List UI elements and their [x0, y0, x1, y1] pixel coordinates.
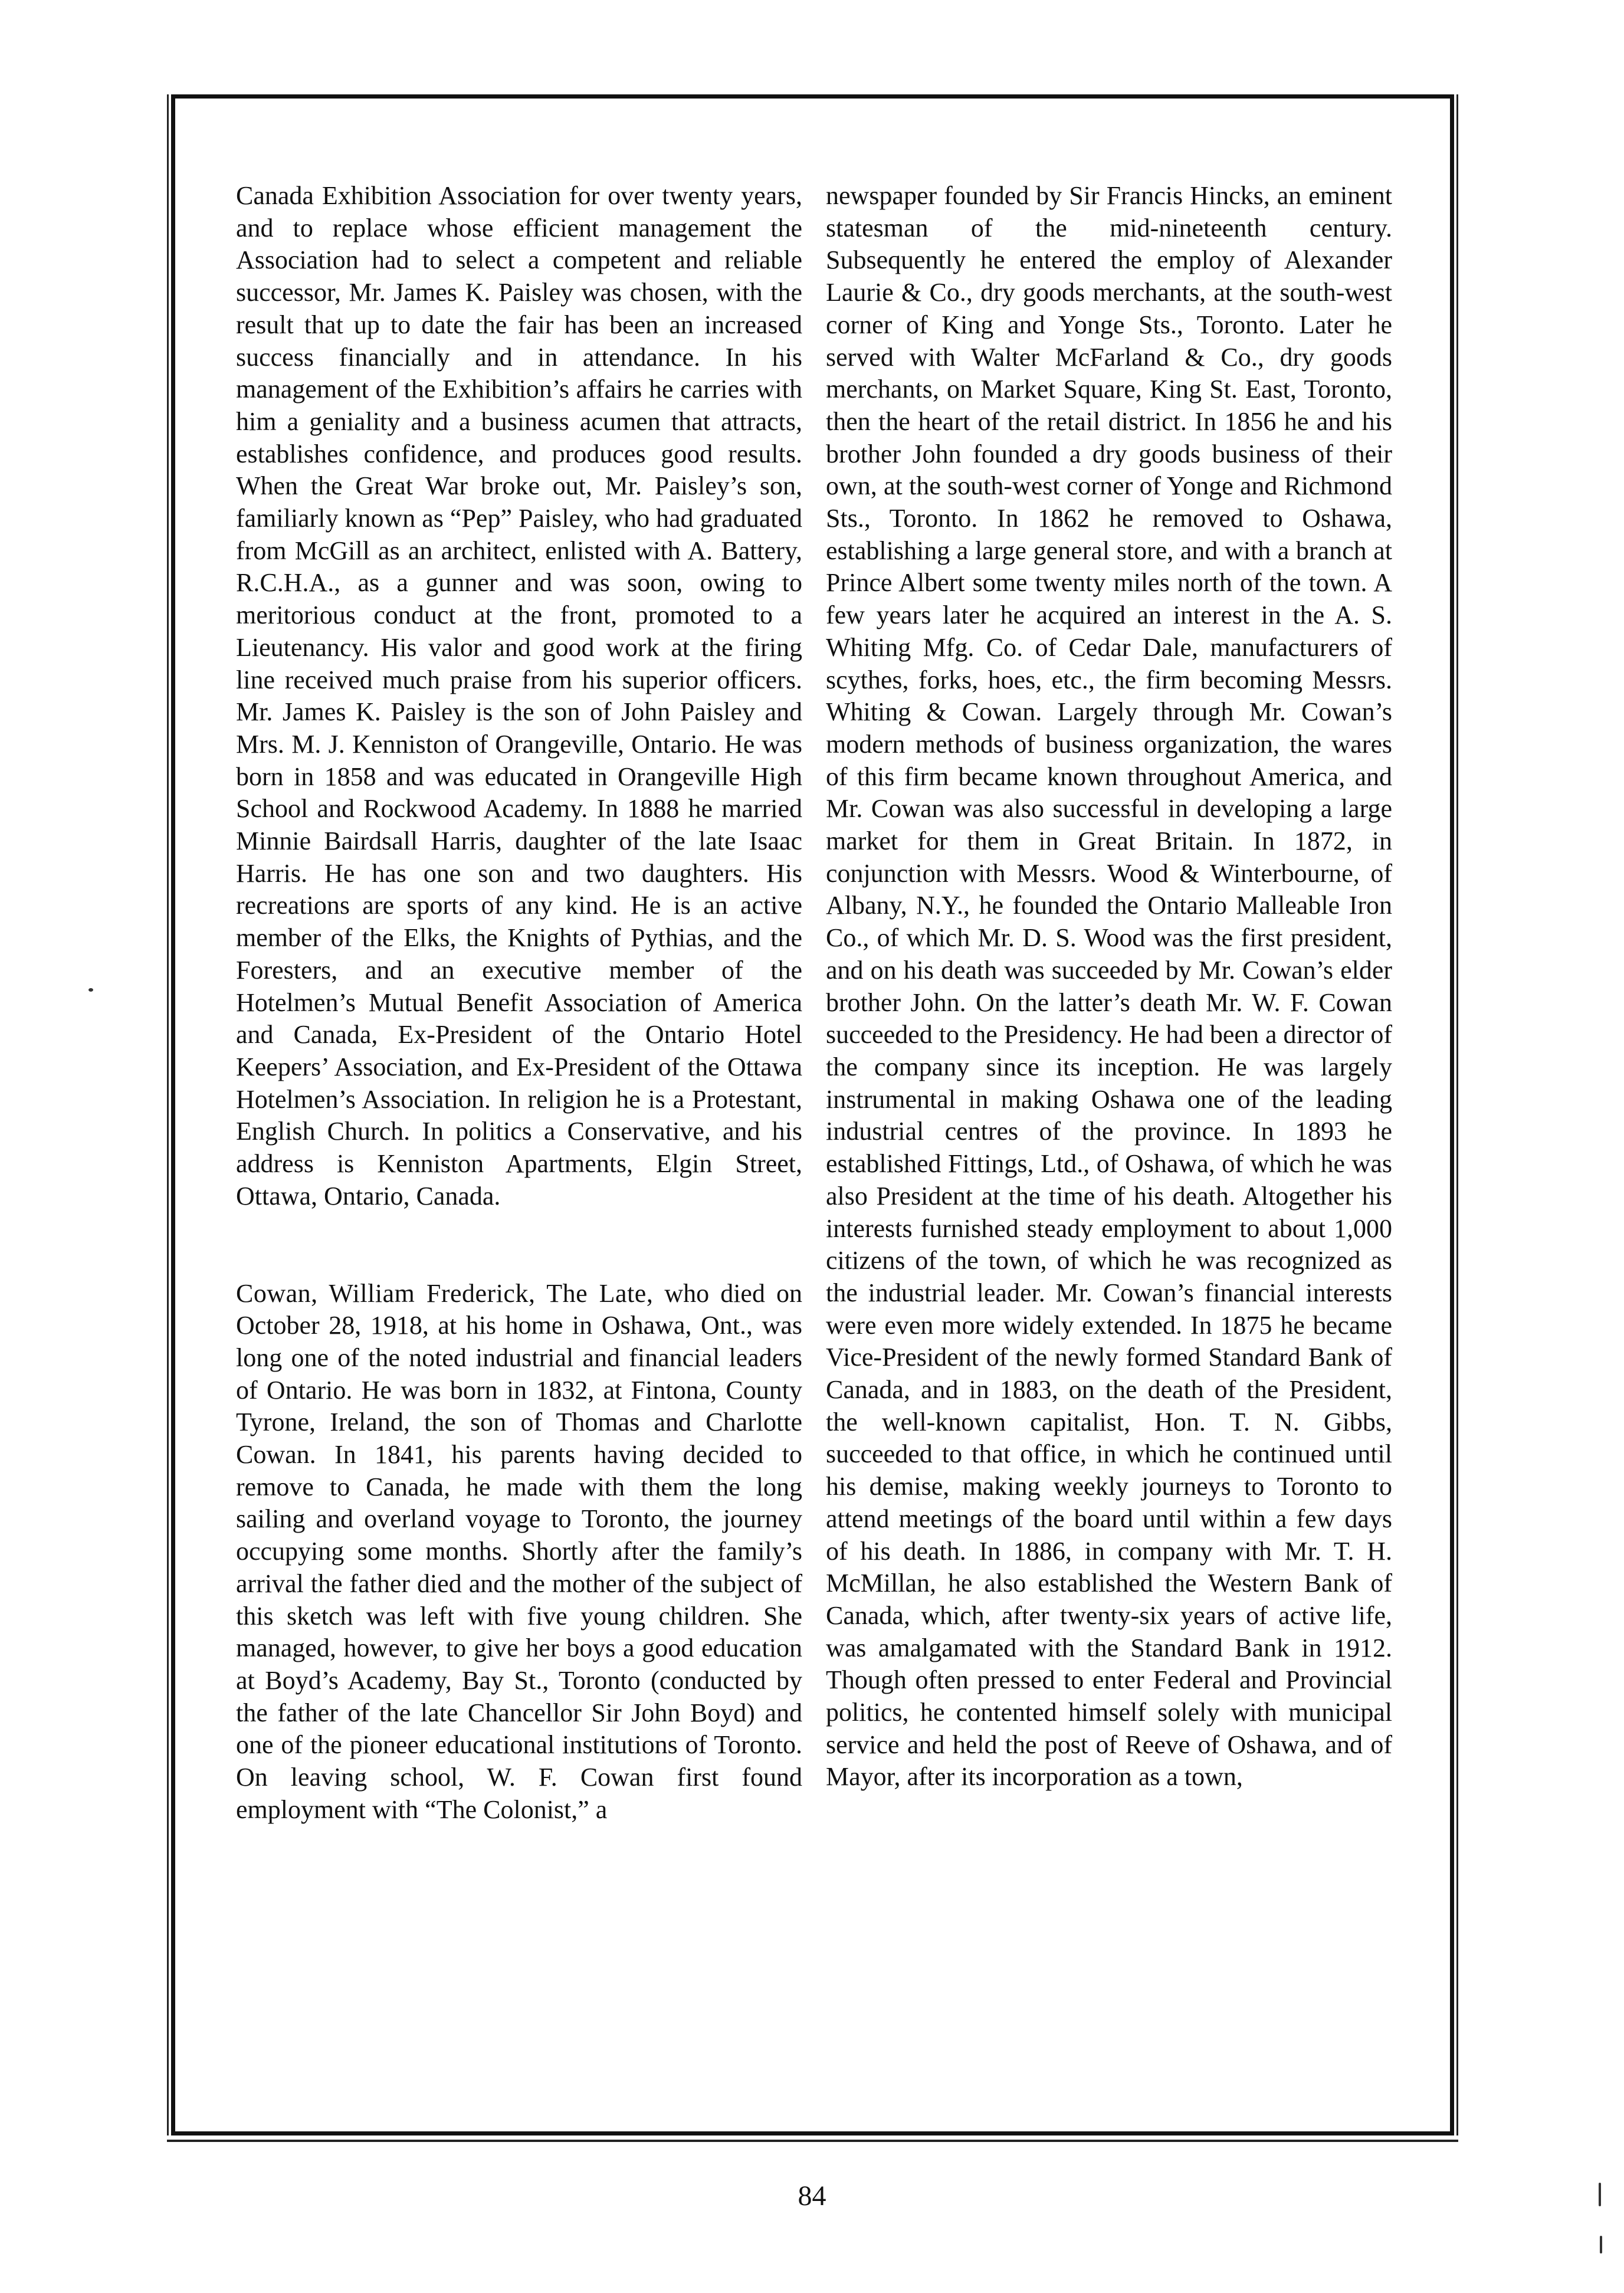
scan-speck — [1599, 2183, 1601, 2206]
scan-speck — [1600, 2236, 1602, 2253]
page-number: 84 — [798, 2180, 826, 2212]
right-column — [826, 180, 1392, 1793]
paisley-biography-paragraph: Canada Exhibition Association for over twenty years, and to replace whose efficient management the Association had to select a competent and reliable successor, Mr. James K. Paisley was chosen, with the result that up to date the fair has been an increased success financially and in attendance. In his management of the Exhibition’s affairs he carries with him a geniality and a business acumen that attracts, establishes confidence, and produces good results. When the Great War broke out, Mr. Paisley’s son, familiarly known as “Pep” Paisley, who had graduated from McGill as an architect, enlisted with A. Battery, R.C.H.A., as a gunner and was soon, owing to meritorious conduct at the front, promoted to a Lieutenancy. His valor and good work at the firing line received much praise from his superior officers. Mr. James K. Paisley is the son of John Paisley and Mrs. M. J. Kenniston of Orangeville, Ontario. He was born in 1858 and was educated in Orangeville High School and Rockwood Academy. In 1888 he married Minnie Bairdsall Harris, daughter of the late Isaac Harris. He has one son and two daughters. His recreations are sports of any kind. He is an active member of the Elks, the Knights of Pythias, and the Foresters, and an executive member of the Hotelmen’s Mutual Benefit Association of America and Canada, Ex-President of the Ontario Hotel Keepers’ Association, and Ex-President of the Ottawa Hotelmen’s Association. In religion he is a Protestant, English Church. In politics a Conservative, and his address is Kenniston Apartments, Elgin Street, Ottawa, Ontario, Canada. — [236, 181, 802, 1211]
cowan-biography-paragraph — [236, 1278, 802, 1826]
cowan-biography-text: who died on October 28, 1918, at his home in Oshawa, Ont., was long one of the noted industrial and financial leaders of Ontario. He was born in 1832, at Fintona, County Tyrone, Ireland, the son of Thomas and Charlotte Cowan. In 1841, his parents having decided to remove to Canada, he made with them the long sailing and overland voyage to Toronto, the journey occupying some months. Shortly after the family’s arrival the father died and the mother of the subject of this sketch was left with five young children. She managed, however, to give her boys a good education at Boyd’s Academy, Bay St., Toronto (conducted by the father of the late Chancellor Sir John Boyd) and one of the pioneer educational institutions of Toronto. On leaving school, W. F. Cowan first found employment with “The Colonist,” a — [236, 1278, 802, 1824]
left-column — [236, 180, 802, 1826]
page-border-left — [167, 94, 169, 2135]
cowan-biography-continued: newspaper founded by Sir Francis Hincks, an eminent statesman of the mid-nineteenth century. Subsequently he entered the employ of Alexander Laurie & Co., dry goods merchants, at the south-west corner of King and Yonge Sts., Toronto. Later he served with Walter McFarland & Co., dry goods merchants, on Market Square, King St. East, Toronto, then the heart of the retail district. In 1856 he and his brother John founded a dry goods business of their own, at the south-west corner of Yonge and Richmond Sts., Toronto. In 1862 he removed to Oshawa, establishing a large general store, and with a branch at Prince Albert some twenty miles north of the town. A few years later he acquired an interest in the A. S. Whiting Mfg. Co. of Cedar Dale, manufacturers of scythes, forks, hoes, etc., the firm becoming Messrs. Whiting & Cowan. Largely through Mr. Cowan’s modern methods of business organization, the wares of this firm became known throughout America, and Mr. Cowan was also successful in developing a large market for them in Great Britain. In 1872, in conjunction with Messrs. Wood & Winterbourne, of Albany, N.Y., he founded the Ontario Malleable Iron Co., of which Mr. D. S. Wood was the first president, and on his death was succeeded by Mr. Cowan’s elder brother John. On the latter’s death Mr. W. F. Cowan succeeded to the Presidency. He had been a director of the company since its inception. He was largely instrumental in making Oshawa one of the leading industrial centres of the province. In 1893 he established Fittings, Ltd., of Oshawa, of which he was also President at the time of his death. Altogether his interests furnished steady employment to about 1,000 citizens of the town, of which he was recognized as the industrial leader. Mr. Cowan’s financial interests were even more widely extended. In 1875 he became Vice-President of the newly formed Standard Bank of Canada, and in 1883, on the death of the President, the well-known capitalist, Hon. T. N. Gibbs, succeeded to that office, in which he continued until his demise, making weekly journeys to Toronto to attend meetings of the board until within a few days of his death. In 1886, in company with Mr. T. H. McMillan, he also established the Western Bank of Canada, which, after twenty-six years of active life, was amalgamated with the Standard Bank in 1912. Though often pressed to enter Federal and Provincial politics, he contented himself solely with municipal service and held the post of Reeve of Oshawa, and of Mayor, after its incorporation as a town, — [826, 181, 1392, 1792]
scan-speck — [88, 988, 93, 992]
page-border-bottom-rule — [167, 2140, 1458, 2142]
cowan-entry-heading: Cowan, William Frederick, The Late, — [236, 1278, 654, 1308]
page-border-right — [1456, 94, 1458, 2135]
